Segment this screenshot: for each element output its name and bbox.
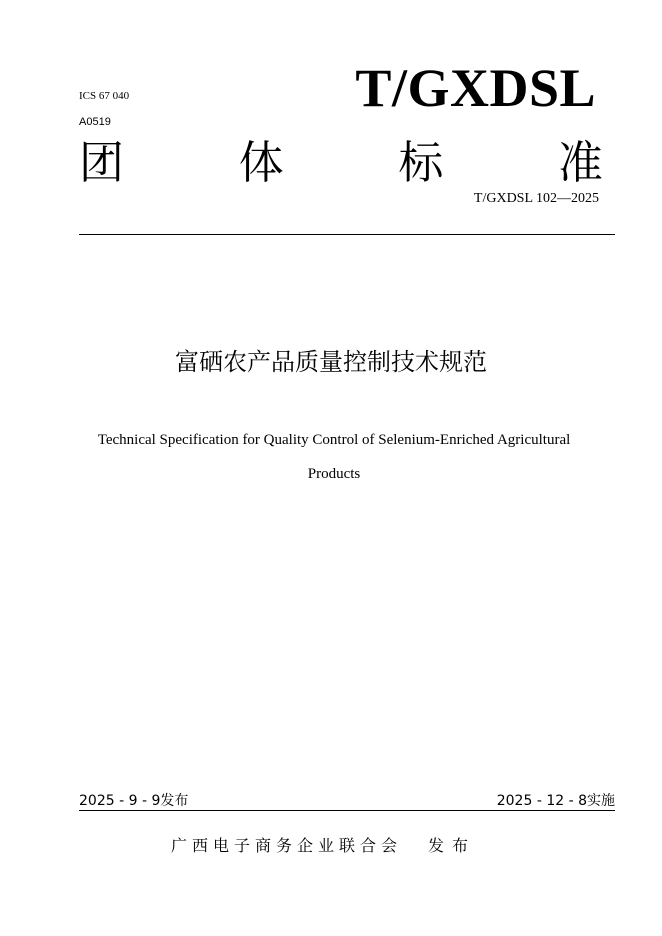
- doc-type-char: 体: [238, 136, 284, 189]
- doc-type-char: 准: [557, 136, 603, 189]
- standard-number: T/GXDSL 102—2025: [473, 191, 599, 206]
- publish-label: 发布: [428, 836, 477, 855]
- english-title-line: Products: [307, 466, 361, 482]
- footer-divider: [79, 810, 615, 811]
- standard-logo: T/GXDSL: [355, 58, 596, 118]
- doc-type-char: 团: [79, 136, 125, 189]
- date-row: [79, 791, 615, 811]
- ics-code: ICS 67 040: [79, 90, 130, 102]
- implement-date: 2025 - 12 - 8实施: [496, 793, 615, 809]
- publisher-line: [171, 835, 476, 857]
- chinese-title: 富硒农产品质量控制技术规范: [175, 348, 487, 376]
- publisher-name: 广西电子商务企业联合会: [171, 836, 403, 855]
- english-title-line: Technical Specification for Quality Control of Selenium-Enriched Agricultural: [97, 432, 571, 448]
- english-title: [60, 423, 608, 491]
- document-type-title: [79, 137, 603, 189]
- issue-date: 2025 - 9 - 9发布: [79, 793, 189, 809]
- header-divider: [79, 234, 615, 235]
- doc-type-char: 标: [398, 136, 444, 189]
- ccs-code: A0519: [79, 116, 111, 128]
